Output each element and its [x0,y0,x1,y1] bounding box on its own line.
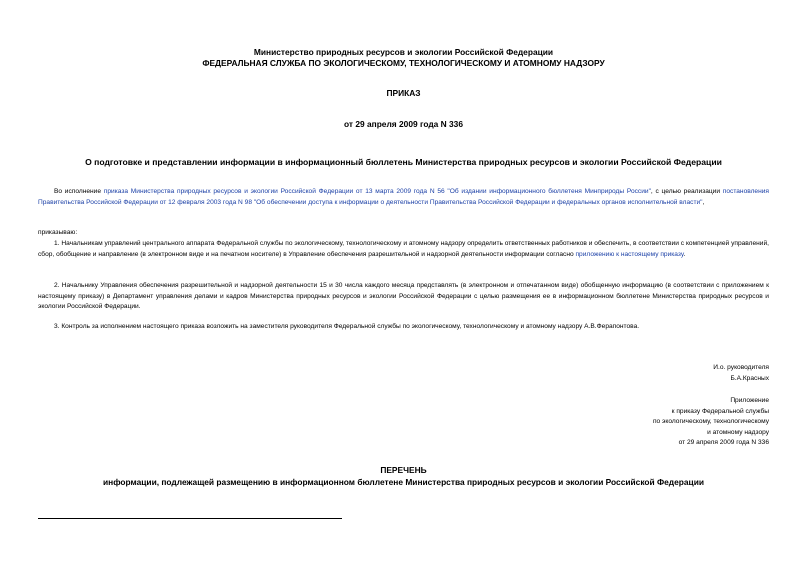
appendix-header [653,396,769,449]
paragraph-1-suffix: . [683,250,686,258]
appendix-line-4: и атомному надзору [707,428,769,436]
paragraph-2: 2. Начальнику Управления обеспечения разрешительной и надзорной деятельности 15 и 30 числа каждого месяца представлять (в электронном и отпечатанном виде) обобщенную информацию (в соответствии с приложением к настоящему приказу) в Департамент управления делами и кадров Министерства природных ресурсов и экологии Российской Федерации с целью размещения ее в информационном бюллетене Министерства природных ресурсов и экологии Российской Федерации. [38,282,769,310]
signature-block [713,363,769,384]
signer-name: Б.А.Красных [730,374,769,382]
signer-position: И.о. руководителя [713,364,769,371]
service-name: ФЕДЕРАЛЬНАЯ СЛУЖБА ПО ЭКОЛОГИЧЕСКОМУ, ТЕХНОЛОГИЧЕСКОМУ И АТОМНОМУ НАДЗОРУ [202,58,605,68]
appendix-link[interactable]: приложению к настоящему приказу [575,250,684,258]
appendix-line-2: к приказу Федеральной службы [671,407,769,415]
intro-paragraph [38,187,769,208]
intro-middle: , с целью реализации [650,188,723,195]
resolution-98-link[interactable]: постановления Правительства Российской Федерации от 12 февраля 2003 года N 98 "Об обеспечении доступа к информации о деятельности Правительства Российской Федерации и федеральных органов исполнительной власти" [38,188,769,206]
appendix-line-1: Приложение [730,397,769,404]
document-type: ПРИКАЗ [386,88,421,98]
issuer-header [0,47,807,69]
paragraph-1 [38,239,769,260]
paragraph-3: 3. Контроль за исполнением настоящего приказа возложить на заместителя руководителя Федеральной службы по экологическому, технологическому и атомному надзору А.В.Ферапонтова. [54,323,640,330]
document-title: О подготовке и представлении информации в информационный бюллетень Министерства природных ресурсов и экологии Российской Федерации [85,157,722,167]
list-heading: ПЕРЕЧЕНЬ [380,465,427,475]
document-date: от 29 апреля 2009 года N 336 [344,119,463,129]
intro-prefix: Во исполнение [54,188,104,195]
appendix-line-3: по экологическому, технологическому [652,418,769,425]
list-subtitle: информации, подлежащей размещению в информационном бюллетене Министерства природных ресурсов и экологии Российской Федерации [102,477,705,487]
order-56-link[interactable]: приказа Министерства природных ресурсов и экологии Российской Федерации от 13 марта 2009 года N 56 "Об издании информационного бюллетеня Минприроды России" [103,188,651,195]
order-word: приказываю: [38,229,78,236]
footnote-divider [38,518,342,519]
intro-suffix: , [702,198,705,206]
appendix-line-5: от 29 апреля 2009 года N 336 [678,439,769,446]
ministry-name: Министерство природных ресурсов и экологии Российской Федерации [253,47,554,57]
paragraph-1-text: 1. Начальникам управлений центрального аппарата Федеральной службы по экологическому, технологическому и атомному надзору определить ответственных работников и обеспечить, в соответствии с компетенцией управлений, сбор, обобщение и направление (в электронном виде и на печатном носителе) в Управление обеспечения разрешительной и надзорной деятельности информации согласно [38,240,769,258]
